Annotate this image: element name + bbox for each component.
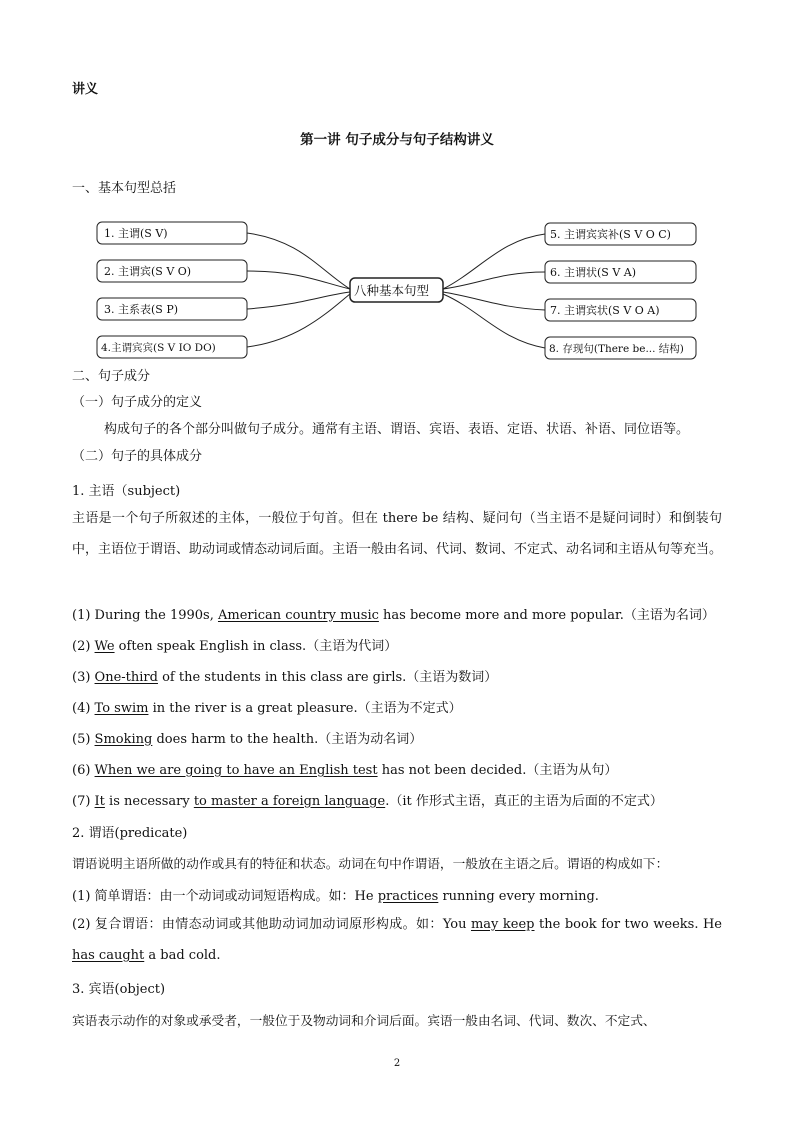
mindmap-left-3: 3. 主系表(S P): [104, 303, 179, 316]
predicate-paragraph: 谓语说明主语所做的动作或具有的特征和状态。动词在句中作谓语，一般放在主语之后。谓语的构成如下：: [72, 856, 669, 871]
object-paragraph: 宾语表示动作的对象或承受者，一般位于及物动词和介词后面。宾语一般由名词、代词、数次、不定式、: [72, 1013, 656, 1028]
mindmap-left-1: 1. 主谓(S V): [104, 227, 168, 240]
section2-sub1: （一）句子成分的定义: [72, 395, 203, 410]
subject-example-3: (3) One-third of the students in this class are girls.（主语为数词）: [72, 670, 498, 685]
mindmap-right-5: 5. 主谓宾宾补(S V O C): [550, 228, 671, 241]
predicate-compound: (2) 复合谓语：由情态动词或其他助动词加动词原形构成。如：You may keep the book for two weeks. He has caught a bad cold.: [72, 917, 722, 963]
sentence-pattern-mindmap: [0, 0, 794, 370]
subject-heading: 1. 主语（subject): [72, 484, 181, 499]
mindmap-left-4: 4.主谓宾宾(S V IO DO): [101, 342, 216, 354]
mindmap-center: 八种基本句型: [354, 283, 430, 298]
subject-example-1: (1) During the 1990s, American country music has become more and more popular.（主语为名词）: [72, 608, 715, 623]
section2-sub2: （二）句子的具体成分: [72, 449, 203, 464]
predicate-heading: 2. 谓语(predicate): [72, 826, 188, 841]
header-label: 讲义: [72, 82, 99, 97]
object-heading: 3. 宾语(object): [72, 982, 166, 997]
definition-text: 构成句子的各个部分叫做句子成分。通常有主语、谓语、宾语、表语、定语、状语、补语、同位语等。: [104, 422, 690, 437]
section2-heading: 二、句子成分: [72, 369, 151, 384]
subject-example-2: (2) We often speak English in class.（主语为代词）: [72, 639, 398, 654]
mindmap-left-2: 2. 主谓宾(S V O): [104, 265, 192, 278]
section1-heading: 一、基本句型总括: [72, 181, 177, 196]
subject-example-5: (5) Smoking does harm to the health.（主语为动名词）: [72, 732, 423, 747]
mindmap-right-6: 6. 主谓状(S V A): [550, 266, 636, 279]
page-title: 第一讲 句子成分与句子结构讲义: [300, 132, 494, 148]
page-number: 2: [393, 1058, 401, 1069]
subject-example-6: (6) When we are going to have an English test has not been decided.（主语为从句）: [72, 763, 618, 778]
mindmap-right-7: 7. 主谓宾状(S V O A): [550, 304, 660, 317]
subject-example-4: (4) To swim in the river is a great pleasure.（主语为不定式）: [72, 701, 462, 716]
subject-example-7: (7) It is necessary to master a foreign language.（it 作形式主语，真正的主语为后面的不定式）: [72, 794, 663, 809]
predicate-simple: (1) 简单谓语：由一个动词或动词短语构成。如：He practices running every morning.: [72, 889, 599, 904]
subject-paragraph: 主语是一个句子所叙述的主体，一般位于句首。但在 there be 结构、疑问句（当主语不是疑问词时）和倒装句中，主语位于谓语、助动词或情态动词后面。主语一般由名词、代词、数词、不定式、动名词和主语从句等充当。: [72, 511, 723, 557]
mindmap-right-8: 8. 存现句(There be... 结构): [549, 343, 684, 355]
